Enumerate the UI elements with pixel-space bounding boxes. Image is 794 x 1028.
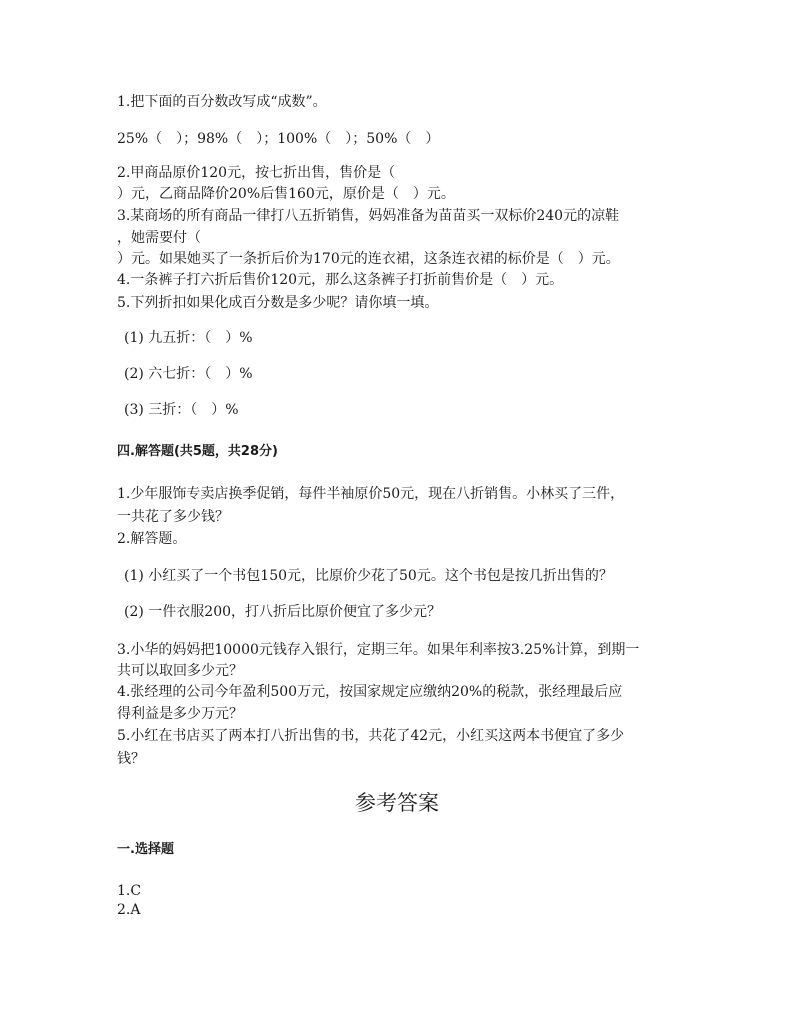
problem-5-line-1: 5.小红在书店买了两本打八折出售的书，共花了42元，小红买这两本书便宜了多少 (117, 728, 625, 744)
question-3-line-1: 3.某商场的所有商品一律打八五折销售，妈妈准备为苗苗买一双标价240元的凉鞋 (117, 208, 620, 224)
question-3-line-2: ，她需要付（ (117, 230, 201, 246)
question-2-line-1: 2.甲商品原价120元，按七折出售，售价是（ (117, 165, 396, 181)
problem-2-item: (2) 一件衣服200，打八折后比原价便宜了多少元？ (124, 604, 442, 620)
answers-title: 参考答案 (355, 791, 439, 815)
problem-3-line-2: 共可以取回多少元？ (117, 663, 243, 679)
question-3-line-3: ）元。如果她买了一条折后价为170元的连衣裙，这条连衣裙的标价是（ ）元。 (117, 251, 620, 267)
question-4: 4.一条裤子打六折后售价120元，那么这条裤子打折前售价是（ ）元。 (117, 272, 564, 288)
question-1: 1.把下面的百分数改写成“成数”。 (117, 94, 327, 110)
answer-item: 2.A (117, 902, 141, 918)
question-2-line-2: ）元，乙商品降价20%后售160元，原价是（ ）元。 (117, 186, 455, 202)
problem-4-line-2: 得利益是多少万元？ (117, 706, 243, 722)
section-heading: 四.解答题(共5题，共28分) (117, 444, 278, 459)
question-5-item: (2) 六七折：（ ）% (124, 366, 253, 382)
problem-2: 2.解答题。 (117, 531, 187, 547)
question-5-item: (1) 九五折：（ ）% (124, 330, 253, 346)
problem-2-item: (1) 小红买了一个书包150元，比原价少花了50元。这个书包是按几折出售的？ (124, 568, 613, 584)
question-1-items: 25%（ ）；98%（ ）；100%（ ）；50%（ ） (117, 131, 440, 147)
answer-item: 1.C (117, 883, 142, 899)
problem-4-line-1: 4.张经理的公司今年盈利500万元，按国家规定应缴纳20%的税款，张经理最后应 (117, 684, 623, 700)
problem-1-line-2: 一共花了多少钱？ (117, 509, 229, 525)
answers-section-heading: 一.选择题 (117, 842, 174, 857)
problem-3-line-1: 3.小华的妈妈把10000元钱存入银行，定期三年。如果年利率按3.25%计算，到期一 (117, 642, 640, 658)
problem-1-line-1: 1.少年服饰专卖店换季促销，每件半袖原价50元，现在八折销售。小林买了三件， (117, 486, 625, 502)
question-5-item: (3) 三折：（ ）% (124, 402, 239, 418)
question-5: 5.下列折扣如果化成百分数是多少呢？请你填一填。 (117, 295, 439, 311)
problem-5-line-2: 钱？ (117, 751, 145, 767)
